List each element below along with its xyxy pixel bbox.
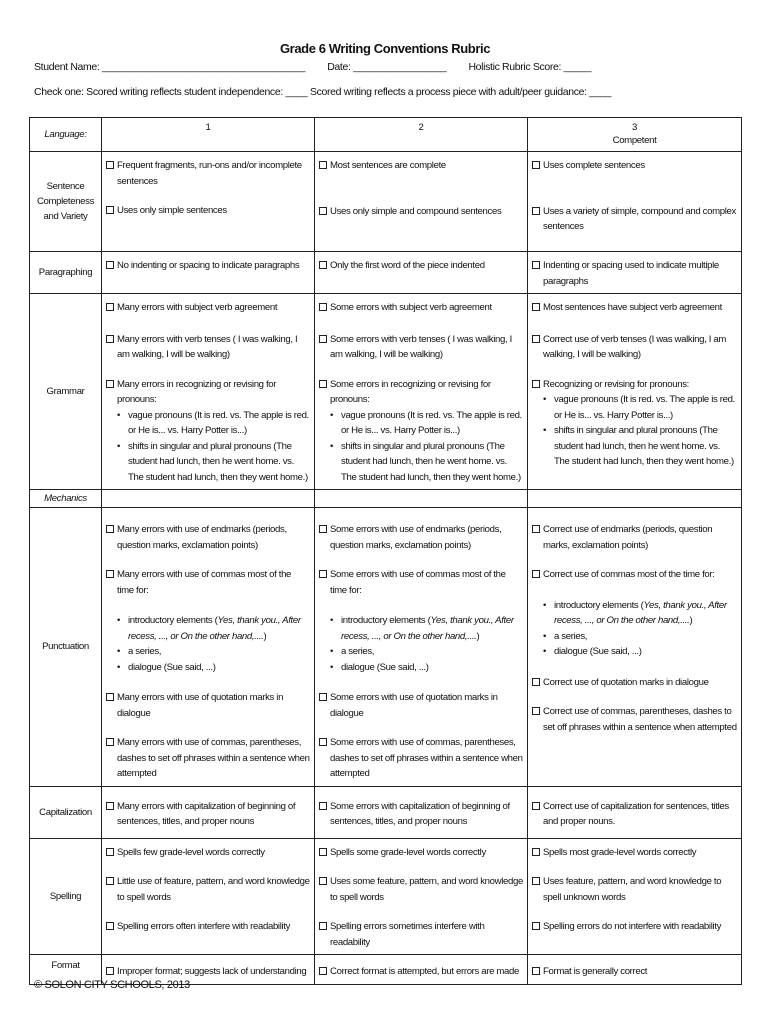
checkbox[interactable] xyxy=(106,877,114,885)
checkbox[interactable] xyxy=(319,848,327,856)
checkbox[interactable] xyxy=(106,922,114,930)
grammar-level-1: Many errors with subject verb agreement Many errors with verb tenses ( I was walking, I am walking, I will be walking) Many errors in recognizing or revising for pronouns: • vague pronouns (It is red. vs. The apple is red. or He is... vs. Harry Potter is...) • shifts in singular and plural pronouns (The student had lunch, then he went home. vs. The student had lunch, then they went home.) xyxy=(102,294,315,490)
table-row xyxy=(30,508,742,787)
checkbox[interactable] xyxy=(532,335,540,343)
checkbox[interactable] xyxy=(319,525,327,533)
check-one-line: Check one: Scored writing reflects student independence: ____ Scored writing reflects a process piece with adult/peer guidance: ____ xyxy=(34,86,612,98)
checkbox[interactable] xyxy=(319,802,327,810)
row-label-format: Format xyxy=(30,955,102,985)
student-info-line xyxy=(34,61,613,73)
table-row xyxy=(30,786,742,838)
sentence-level-1: Frequent fragments, run-ons and/or incomplete sentences Uses only simple sentences xyxy=(102,152,315,252)
format-level-3: Format is generally correct xyxy=(528,955,742,985)
checkbox[interactable] xyxy=(106,206,114,214)
checkbox[interactable] xyxy=(319,738,327,746)
checkbox[interactable] xyxy=(106,738,114,746)
header-row xyxy=(30,118,742,152)
capitalization-level-2: Some errors with capitalization of beginning of sentences, titles, and proper nouns xyxy=(315,786,528,838)
checkbox[interactable] xyxy=(319,207,327,215)
checkbox[interactable] xyxy=(532,802,540,810)
student-name-field[interactable]: Student Name: _____________________________________ xyxy=(34,61,306,73)
punctuation-level-2: Some errors with use of endmarks (periods, question marks, exclamation points) Some errors with use of commas most of the time for: • introductory elements (Yes, thank you., After recess, ..., or On the other hand,....) • a series, • dialogue (Sue said, ...) Some errors with use of quotation marks in dialogue Some errors with use of commas, parentheses, dashes to set off phrases within a sentence when attempted xyxy=(315,508,528,787)
checkbox[interactable] xyxy=(319,303,327,311)
checkbox[interactable] xyxy=(319,335,327,343)
checkbox[interactable] xyxy=(106,848,114,856)
checkbox[interactable] xyxy=(319,693,327,701)
checkbox[interactable] xyxy=(532,922,540,930)
row-label-spelling: Spelling xyxy=(30,838,102,955)
paragraphing-level-3: Indenting or spacing used to indicate multiple paragraphs xyxy=(528,252,742,294)
checkbox[interactable] xyxy=(319,922,327,930)
checkbox[interactable] xyxy=(532,525,540,533)
format-level-1: Improper format; suggests lack of understanding xyxy=(102,955,315,985)
checkbox[interactable] xyxy=(319,877,327,885)
spelling-level-1: Spells few grade-level words correctly Little use of feature, pattern, and word knowledge to spell words Spelling errors often interfere with readability xyxy=(102,838,315,955)
checkbox[interactable] xyxy=(532,380,540,388)
grammar-level-2: Some errors with subject verb agreement Some errors with verb tenses ( I was walking, I am walking, I will be walking) Some errors in recognizing or revising for pronouns: • vague pronouns (It is red. vs. The apple is red. or He is... vs. Harry Potter is...) • shifts in singular and plural pronouns (The student had lunch, then he went home. vs. The student had lunch, then they went home.) xyxy=(315,294,528,490)
checkbox[interactable] xyxy=(106,570,114,578)
checkbox[interactable] xyxy=(106,261,114,269)
row-label-capitalization: Capitalization xyxy=(30,786,102,838)
page-title: Grade 6 Writing Conventions Rubric xyxy=(279,41,491,56)
checkbox[interactable] xyxy=(106,525,114,533)
checkbox[interactable] xyxy=(106,335,114,343)
table-row xyxy=(30,838,742,955)
date-field[interactable]: Date: _________________ xyxy=(327,61,447,73)
checkbox[interactable] xyxy=(106,303,114,311)
col-header-2: 2 xyxy=(315,118,528,152)
checkbox[interactable] xyxy=(319,261,327,269)
format-level-2: Correct format is attempted, but errors are made xyxy=(315,955,528,985)
table-row xyxy=(30,294,742,490)
capitalization-level-1: Many errors with capitalization of beginning of sentences, titles, and proper nouns xyxy=(102,786,315,838)
checkbox[interactable] xyxy=(532,848,540,856)
checkbox[interactable] xyxy=(106,802,114,810)
rubric-table xyxy=(29,117,742,985)
copyright-footer: © SOLON CITY SCHOOLS, 2013 xyxy=(34,979,190,991)
spelling-level-3: Spells most grade-level words correctly Uses feature, pattern, and word knowledge to spell unknown words Spelling errors do not interfere with readability xyxy=(528,838,742,955)
holistic-score-field[interactable]: Holistic Rubric Score: _____ xyxy=(468,61,592,73)
sentence-level-2: Most sentences are complete Uses only simple and compound sentences xyxy=(315,152,528,252)
checkbox[interactable] xyxy=(106,380,114,388)
checkbox[interactable] xyxy=(532,678,540,686)
sentence-level-3: Uses complete sentences Uses a variety of simple, compound and complex sentences xyxy=(528,152,742,252)
col-header-1: 1 xyxy=(102,118,315,152)
capitalization-level-3: Correct use of capitalization for sentences, titles and proper nouns. xyxy=(528,786,742,838)
row-label-paragraphing: Paragraphing xyxy=(30,252,102,294)
checkbox[interactable] xyxy=(532,877,540,885)
checkbox[interactable] xyxy=(106,161,114,169)
table-row xyxy=(30,152,742,252)
language-header: Language: xyxy=(30,118,102,152)
grammar-level-3: Most sentences have subject verb agreement Correct use of verb tenses (I was walking, I am walking, I will be walking) Recognizing or revising for pronouns: • vague pronouns (It is red. vs. The apple is red. or He is... vs. Harry Potter is...) • shifts in singular and plural pronouns (The student had lunch, then he went home. vs. The student had lunch, then they went home.) xyxy=(528,294,742,490)
paragraphing-level-2: Only the first word of the piece indented xyxy=(315,252,528,294)
row-label-grammar: Grammar xyxy=(30,294,102,490)
checkbox[interactable] xyxy=(319,380,327,388)
row-label-sentence: Sentence Completeness and Variety xyxy=(30,152,102,252)
checkbox[interactable] xyxy=(319,161,327,169)
checkbox[interactable] xyxy=(106,967,114,975)
checkbox[interactable] xyxy=(532,207,540,215)
section-label-mechanics: Mechanics xyxy=(30,490,102,508)
checkbox[interactable] xyxy=(532,967,540,975)
checkbox[interactable] xyxy=(532,261,540,269)
table-row xyxy=(30,252,742,294)
spelling-level-2: Spells some grade-level words correctly Uses some feature, pattern, and word knowledge to spell words Spelling errors sometimes interfere with readability xyxy=(315,838,528,955)
row-label-punctuation: Punctuation xyxy=(30,508,102,787)
checkbox[interactable] xyxy=(532,161,540,169)
competent-label: Competent xyxy=(612,135,657,146)
table-row xyxy=(30,490,742,508)
paragraphing-level-1: No indenting or spacing to indicate paragraphs xyxy=(102,252,315,294)
punctuation-level-1: Many errors with use of endmarks (periods, question marks, exclamation points) Many errors with use of commas most of the time for: • introductory elements (Yes, thank you., After recess, ..., or On the other hand,....) • a series, • dialogue (Sue said, ...) Many errors with use of quotation marks in dialogue Many errors with use of commas, parentheses, dashes to set off phrases within a sentence when attempted xyxy=(102,508,315,787)
punctuation-level-3: Correct use of endmarks (periods, question marks, exclamation points) Correct use of commas most of the time for: • introductory elements (Yes, thank you., After recess, ..., or On the other hand,....) • a series, • dialogue (Sue said, ...) Correct use of quotation marks in dialogue Correct use of commas, parentheses, dashes to set off phrases within a sentence when attempted xyxy=(528,508,742,787)
checkbox[interactable] xyxy=(319,570,327,578)
checkbox[interactable] xyxy=(532,707,540,715)
checkbox[interactable] xyxy=(532,303,540,311)
checkbox[interactable] xyxy=(532,570,540,578)
checkbox[interactable] xyxy=(319,967,327,975)
col-header-3: 3 Competent xyxy=(528,118,742,152)
checkbox[interactable] xyxy=(106,693,114,701)
